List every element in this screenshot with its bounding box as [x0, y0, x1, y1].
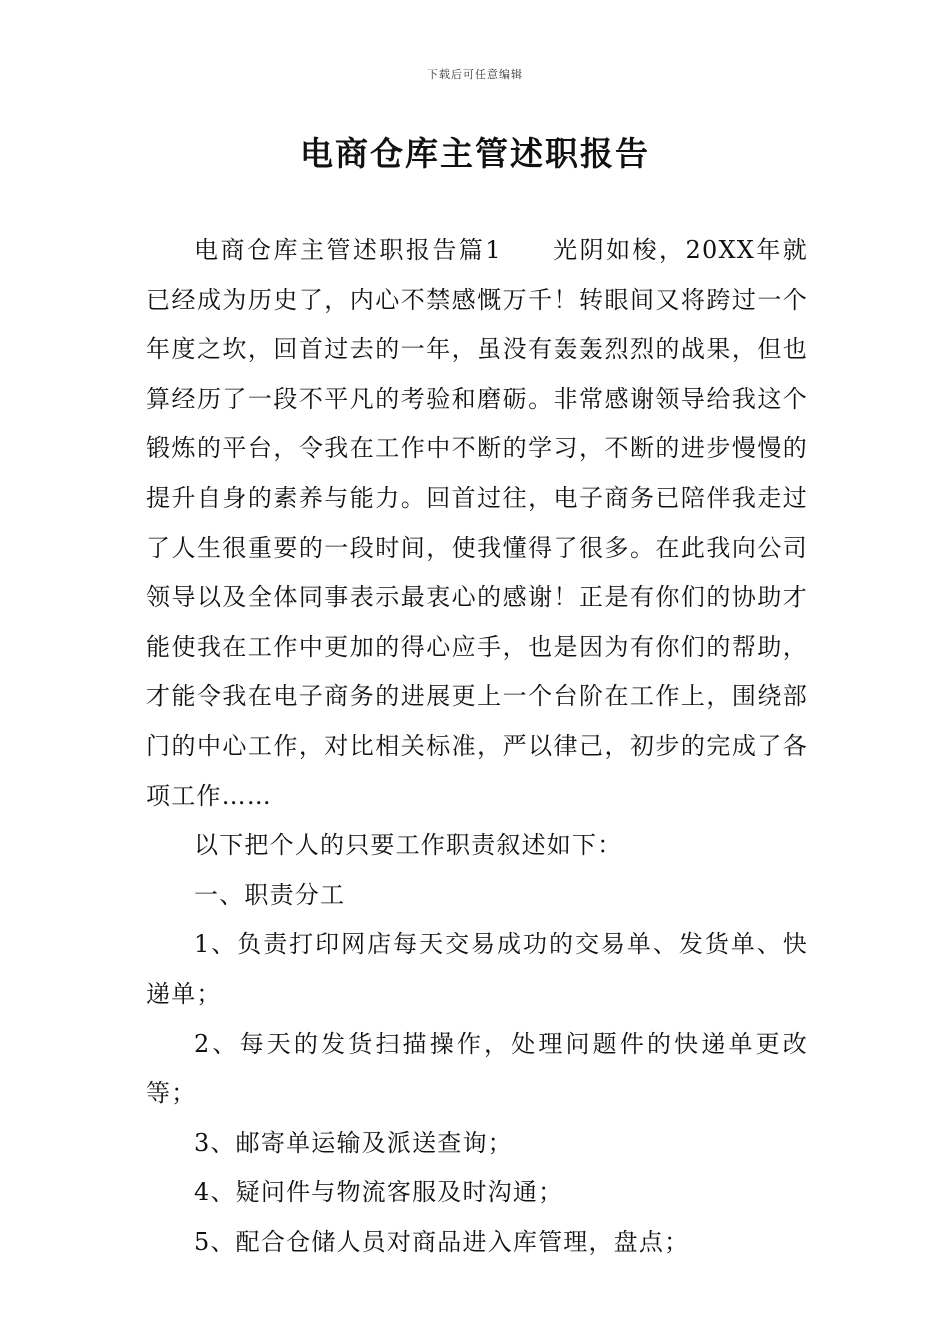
paragraph-duties-intro: 以下把个人的只要工作职责叙述如下：	[194, 831, 623, 860]
header-note: 下载后可任意编辑	[427, 68, 523, 81]
intro-text: 光阴如梭，20XX年就已经成为历史了，内心不禁感慨万千！转眼间又将跨过一个年度之坎，回首过去的一年，虽没有轰轰烈烈的战果，但也算经历了一段不平凡的考验和磨砺。非常感谢领导给我这个锻炼的平台，令我在工作中不断的学习，不断的进步慢慢的提升自身的素养与能力。回首过往，电子商务已陪伴我走过了人生很重要的一段时间，使我懂得了很多。在此我向公司领导以及全体同事表示最衷心的感谢！正是有你们的协助才能使我在工作中更加的得心应手，也是因为有你们的帮助，才能令我在电子商务的进展更上一个台阶在工作上，围绕部门的中心工作，对比相关标准，严以律己，初步的完成了各项工作……	[146, 236, 808, 810]
document-body	[146, 226, 808, 1267]
document-title: 电商仓库主管述职报告	[300, 134, 650, 173]
paragraph-duty-3: 3、邮寄单运输及派送查询；	[194, 1128, 513, 1157]
paragraph-duty-4: 4、疑问件与物流客服及时沟通；	[194, 1178, 564, 1207]
intro-label: 电商仓库主管述职报告篇1	[194, 236, 502, 264]
paragraph-section-heading: 一、职责分工	[194, 880, 346, 909]
intro-paragraph	[146, 226, 808, 821]
paragraph-duty-1: 1、负责打印网店每天交易成功的交易单、发货单、快递单；	[146, 930, 808, 1008]
paragraph-duty-5: 5、配合仓储人员对商品进入库管理，盘点；	[194, 1227, 690, 1256]
paragraph-duty-2: 2、每天的发货扫描操作，处理问题件的快递单更改等；	[146, 1029, 808, 1108]
